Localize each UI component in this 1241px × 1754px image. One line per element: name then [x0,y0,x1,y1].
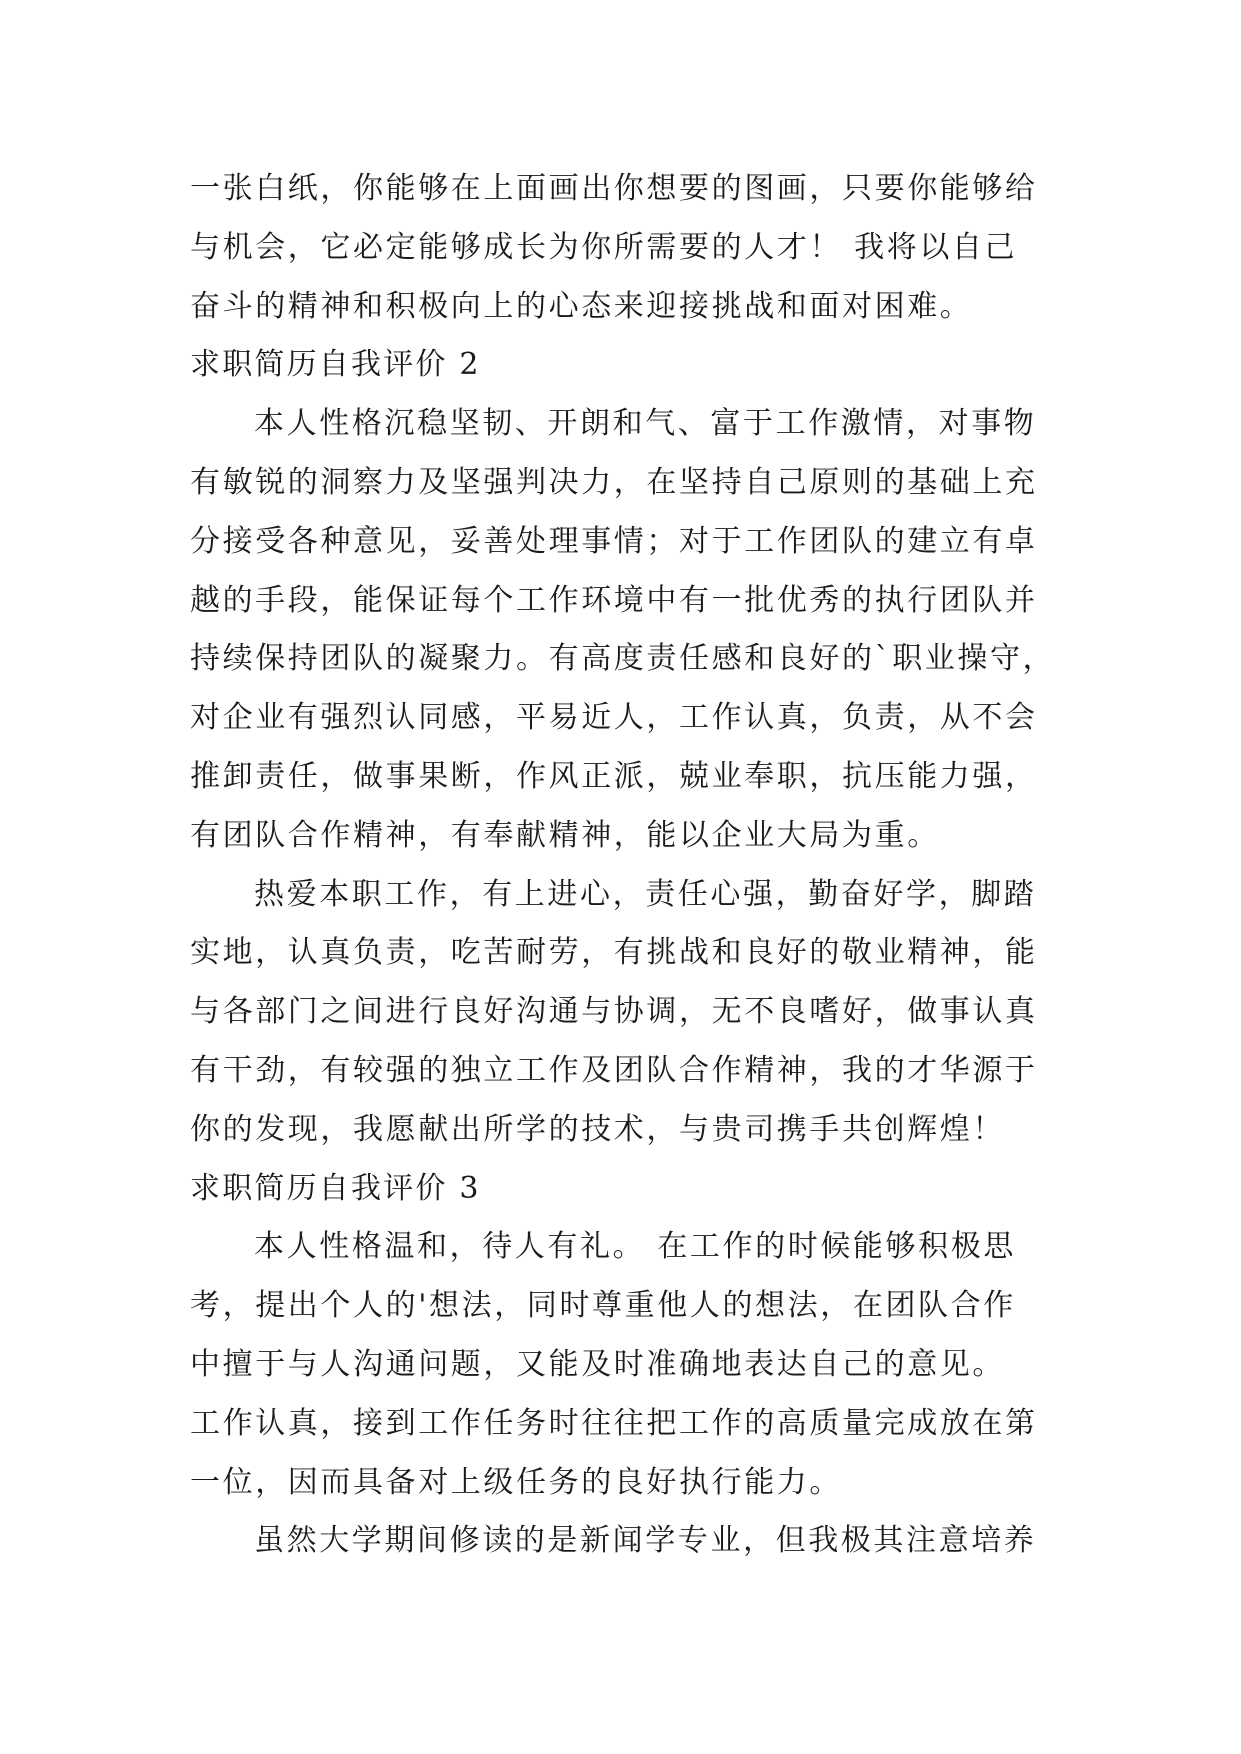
text-line: 奋斗的精神和积极向上的心态来迎接挑战和面对困难。 [190,288,973,324]
text-line: 虽然大学期间修读的是新闻学专业，但我极其注意培养 [254,1523,1037,1559]
text-line: 一张白纸，你能够在上面画出你想要的图画，只要你能够给 [190,171,1038,206]
text-line: 与机会，它必定能够成长为你所需要的人才！ 我将以自己 [190,229,1018,265]
text-line: 有干劲，有较强的独立工作及团队合作精神，我的才华源于 [190,1052,1038,1088]
text-line: 持续保持团队的凝聚力。有高度责任感和良好的`职业操守， [190,641,1056,677]
text-line: 推卸责任，做事果断，作风正派，兢业奉职，抗压能力强， [190,758,1038,794]
text-line: 热爱本职工作，有上进心，责任心强，勤奋好学，脚踏 [254,876,1037,912]
section-heading: 求职简历自我评价 2 [190,347,481,383]
text-line: 本人性格温和，待人有礼。 在工作的时候能够积极思 [254,1229,1016,1265]
document-page [190,160,1060,1571]
text-line: 本人性格沉稳坚韧、开朗和气、富于工作激情，对事物 [254,406,1037,442]
section-heading: 求职简历自我评价 3 [190,1170,481,1206]
text-line: 与各部门之间进行良好沟通与协调，无不良嗜好，做事认真 [190,994,1038,1030]
text-line: 有敏锐的洞察力及坚强判决力，在坚持自己原则的基础上充 [190,464,1038,500]
text-line: 考，提出个人的'想法，同时尊重他人的想法，在团队合作 [190,1288,1016,1324]
text-line: 有团队合作精神，有奉献精神，能以企业大局为重。 [190,817,940,853]
text-line: 分接受各种意见，妥善处理事情；对于工作团队的建立有卓 [190,523,1038,559]
text-line: 你的发现，我愿献出所学的技术，与贵司携手共创辉煌！ [190,1111,1005,1147]
text-line: 实地，认真负责，吃苦耐劳，有挑战和良好的敬业精神，能 [190,935,1038,971]
text-line: 工作认真，接到工作任务时往往把工作的高质量完成放在第 [190,1405,1038,1441]
text-line: 越的手段，能保证每个工作环境中有一批优秀的执行团队并 [190,582,1038,618]
text-line: 一位，因而具备对上级任务的良好执行能力。 [190,1464,842,1500]
text-line: 中擅于与人沟通问题，又能及时准确地表达自己的意见。 [190,1346,1005,1382]
text-line: 对企业有强烈认同感，平易近人，工作认真，负责，从不会 [190,700,1038,736]
